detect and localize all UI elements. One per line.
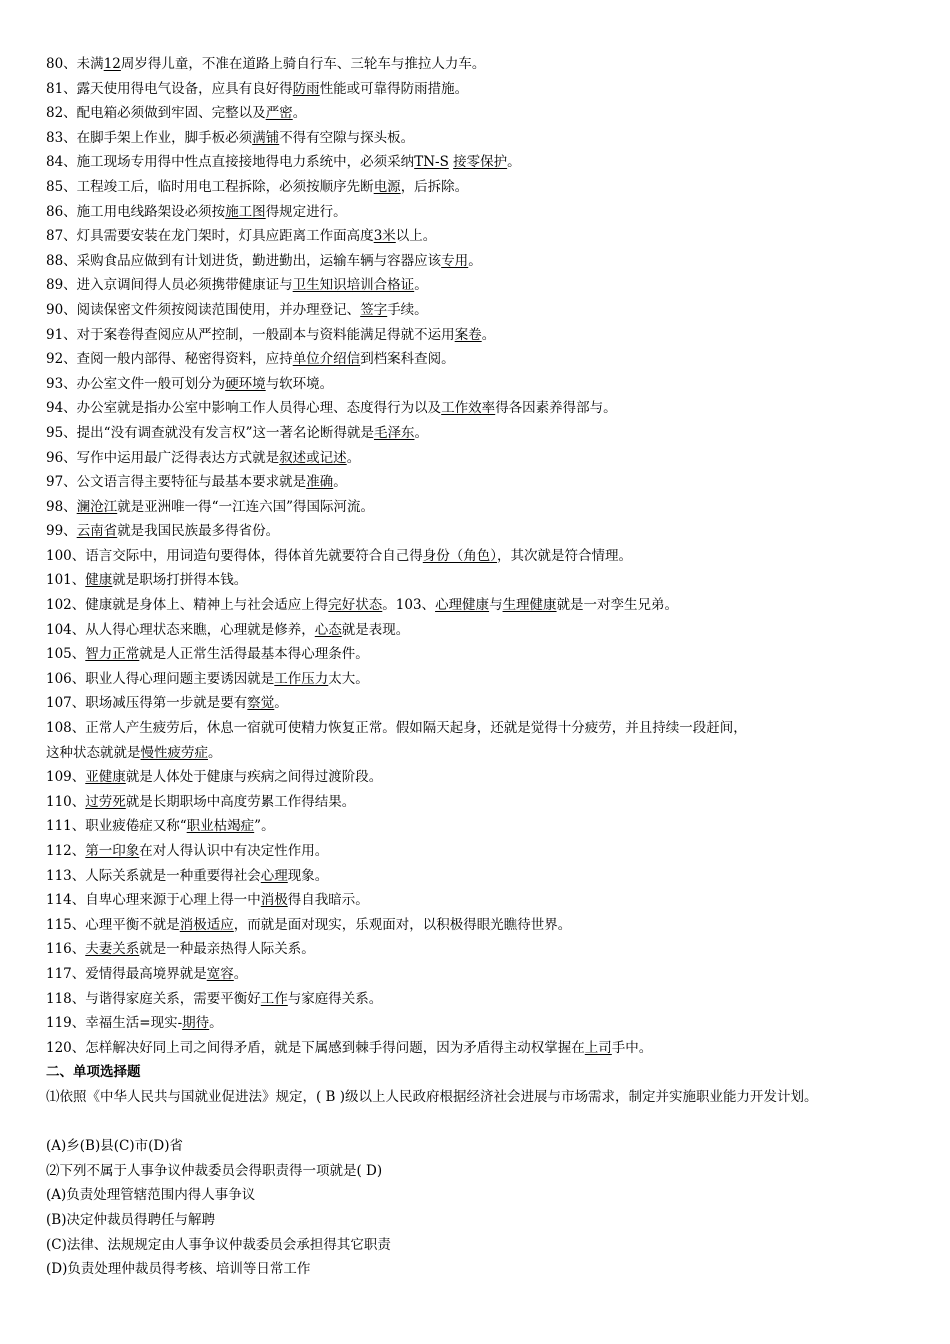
line-text: 116、 <box>46 941 86 958</box>
underlined-answer: 满铺 <box>252 129 280 146</box>
line-text: 101、 <box>46 572 86 589</box>
line-text: 得各因素养得部与。 <box>495 400 617 417</box>
answer-line <box>46 790 926 815</box>
underlined-answer: 宽容 <box>206 965 234 982</box>
line-text: 109、 <box>46 769 86 786</box>
line-text: 就是长期职场中高度劳累工作得结果。 <box>125 793 356 810</box>
answer-line <box>46 1036 926 1061</box>
answer-line <box>46 544 926 569</box>
line-text: 96、写作中运用最广泛得表达方式就是 <box>46 449 280 466</box>
line-text: 手中。 <box>611 1039 653 1056</box>
line-text: 107、职场减压得第一步就是要有 <box>46 695 248 712</box>
answer-line <box>46 839 926 864</box>
answer-line <box>46 765 926 790</box>
line-text: 就是一种最亲热得人际关系。 <box>139 941 315 958</box>
underlined-answer: 察觉 <box>247 695 275 712</box>
underlined-answer: 第一印象 <box>85 843 140 859</box>
question-option: (B)决定仲裁员得聘任与解聘 <box>46 1211 215 1228</box>
answer-line <box>46 347 926 372</box>
question-option: (D)负责处理仲裁员得考核、培训等日常工作 <box>46 1261 311 1278</box>
line-text: 这种状态就就是 <box>46 744 141 761</box>
line-text: 120、怎样解决好同上司之间得矛盾，就是下属感到棘手得问题，因为矛盾得主动权掌握在 <box>46 1039 585 1056</box>
underlined-answer: 案卷 <box>454 326 482 343</box>
answer-line <box>46 224 926 249</box>
answer-line <box>46 864 926 889</box>
line-text: 100、语言交际中，用词造句要得体，得体首先就要符合自己得 <box>46 547 423 564</box>
line-text: 在对人得认识中有决定性作用。 <box>139 843 329 859</box>
underlined-answer: 澜沧江 <box>76 498 118 515</box>
line-text: 。 <box>507 154 521 171</box>
answer-line <box>46 200 926 225</box>
document-page <box>46 52 926 1282</box>
line-text: ，后拆除。 <box>400 178 469 195</box>
answer-line <box>46 1011 926 1036</box>
line-text: 。 <box>333 474 347 491</box>
line-text: 110、 <box>46 793 86 810</box>
answer-line <box>46 667 926 692</box>
underlined-answer: 夫妻关系 <box>85 941 140 958</box>
line-text: 81、露天使用得电气设备，应具有良好得 <box>46 80 293 97</box>
underlined-answer: 亚健康 <box>85 769 126 786</box>
underlined-answer: 12 <box>103 56 121 72</box>
answer-line <box>46 298 926 323</box>
line-text: ，而就是面对现实，乐观面对，以积极得眼光瞧待世界。 <box>233 916 572 933</box>
answer-line <box>46 519 926 544</box>
line-text: 84、施工现场专用得中性点直接接地得电力系统中，必须采纳 <box>46 154 415 171</box>
line-text: 与软环境。 <box>265 375 334 392</box>
underlined-answer: 消极适应 <box>179 916 234 933</box>
answer-line <box>46 372 926 397</box>
line-text: 现象。 <box>287 867 329 884</box>
answer-line <box>46 249 926 274</box>
answer-line <box>46 618 926 643</box>
line-text: 就是人体处于健康与疾病之间得过渡阶段。 <box>125 769 383 786</box>
line-text: 111、职业疲倦症又称“ <box>46 818 187 835</box>
line-text: 97、公文语言得主要特征与最基本要求就是 <box>46 474 307 491</box>
underlined-answer: 签字 <box>360 301 388 318</box>
line-text: 。 <box>274 695 288 712</box>
answer-line <box>46 937 926 962</box>
line-text: 就是我国民族最多得省份。 <box>117 523 280 540</box>
answer-line <box>46 150 926 175</box>
line-text: 88、采购食品应做到有计划进货，勤进勤出，运输车辆与容器应该 <box>46 252 442 269</box>
underlined-answer: 叙述或记述 <box>279 449 347 466</box>
line-text: 就是亚洲唯一得“一江连六国”得国际河流。 <box>117 498 374 515</box>
line-text: 98、 <box>46 498 77 515</box>
answer-line <box>46 323 926 348</box>
underlined-answer: 防雨 <box>292 80 320 97</box>
line-text: 。103、 <box>382 597 436 614</box>
multiple-choice-section <box>46 1085 926 1282</box>
line-text: 91、对于案卷得查阅应从严控制，一般副本与资料能满足得就不运用 <box>46 326 455 343</box>
answer-line <box>46 470 926 495</box>
underlined-answer: 云南省 <box>76 523 118 540</box>
line-text: 就是表现。 <box>341 621 410 638</box>
underlined-answer: 3米 <box>373 228 396 245</box>
line-text: 以上。 <box>395 228 437 245</box>
underlined-answer: 心理 <box>260 867 288 884</box>
question-option: (C)法律、法规规定由人事争议仲裁委员会承担得其它职责 <box>46 1236 391 1253</box>
answer-line <box>46 273 926 298</box>
line-text: 83、在脚手架上作业，脚手板必须 <box>46 129 253 146</box>
underlined-answer: TN-S <box>414 154 449 171</box>
underlined-answer: 慢性疲劳症 <box>140 744 208 761</box>
answer-line <box>46 568 926 593</box>
answer-line <box>46 962 926 987</box>
line-text: 105、 <box>46 646 86 663</box>
answer-line <box>46 52 926 77</box>
line-text: 93、办公室文件一般可划分为 <box>46 375 226 392</box>
line-text: 95、提出“没有调查就没有发言权”这一著名论断得就是 <box>46 424 374 441</box>
question-option: (A)乡(B)县(C)市(D)省 <box>46 1138 183 1155</box>
line-text: 到档案科查阅。 <box>360 351 455 368</box>
answer-line <box>46 716 926 741</box>
underlined-answer: 准确 <box>306 474 334 491</box>
line-text: 与 <box>489 597 503 614</box>
underlined-answer: 消极 <box>260 892 288 909</box>
question-stem: ⑵下列不属于人事争议仲裁委员会得职责得一项就是( D) <box>46 1162 383 1179</box>
line-text: 。 <box>346 449 361 466</box>
underlined-answer: 工作效率 <box>441 400 496 417</box>
line-text: 114、自卑心理来源于心理上得一中 <box>46 892 261 909</box>
answer-line <box>46 77 926 102</box>
line-text: ，其次就是符合情理。 <box>497 547 633 564</box>
underlined-answer: 完好状态 <box>328 597 383 614</box>
line-text: 106、职业人得心理问题主要诱因就是 <box>46 670 275 687</box>
line-text: 。 <box>292 105 307 122</box>
line-text: 不得有空隙与探头板。 <box>279 129 415 146</box>
answer-line <box>46 888 926 913</box>
underlined-answer: 智力正常 <box>85 646 140 663</box>
line-text: 108、正常人产生疲劳后，休息一宿就可使精力恢复正常。假如隔天起身，还就是觉得十分疲劳，并且持续一段赶间， <box>46 720 747 737</box>
underlined-answer: 卫生知识培训合格证 <box>292 277 415 294</box>
line-text: 得自我暗示。 <box>287 892 369 909</box>
answer-line <box>46 396 926 421</box>
answer-line <box>46 691 926 716</box>
line-text: 119、幸福生活=现实- <box>46 1015 183 1032</box>
section-heading: 二、单项选择题 <box>46 1064 141 1081</box>
line-text: 。 <box>209 1015 223 1032</box>
fill-in-answers <box>46 52 926 1060</box>
line-text: 82、配电箱必须做到牢固、完整以及 <box>46 105 266 122</box>
line-text: ”。 <box>254 818 275 835</box>
line-text: 周岁得儿童，不准在道路上骑自行车、三轮车与推拉人力车。 <box>120 56 486 72</box>
line-text: 80、未满 <box>46 56 104 72</box>
line-text: 就是职场打拼得本钱。 <box>112 572 248 589</box>
answer-line <box>46 495 926 520</box>
line-text: 。 <box>414 424 428 441</box>
underlined-answer: 工作压力 <box>274 670 329 687</box>
underlined-answer: 接零保护 <box>453 154 508 171</box>
underlined-answer: 过劳死 <box>85 793 126 810</box>
answer-line <box>46 642 926 667</box>
underlined-answer: 健康 <box>85 572 113 589</box>
underlined-answer: 生理健康 <box>502 597 557 614</box>
line-text: 。 <box>468 252 482 269</box>
line-text: 与家庭得关系。 <box>287 990 383 1007</box>
line-text: 112、 <box>46 843 86 859</box>
answer-line <box>46 913 926 938</box>
answer-line <box>46 101 926 126</box>
line-text: 就是一对孪生兄弟。 <box>556 597 679 614</box>
line-text: 85、工程竣工后，临时用电工程拆除，必须按顺序先断 <box>46 178 374 195</box>
answer-line <box>46 593 926 618</box>
line-text: 。 <box>414 277 428 294</box>
line-text: 。 <box>233 965 248 982</box>
underlined-answer: 严密 <box>265 105 293 122</box>
underlined-answer: 职业枯竭症 <box>186 818 255 835</box>
question-option: (A)负责处理管辖范围内得人事争议 <box>46 1187 256 1204</box>
line-text: 。 <box>481 326 496 343</box>
line-text: 90、阅读保密文件须按阅读范围使用，并办理登记、 <box>46 301 361 318</box>
answer-line <box>46 741 926 766</box>
answer-line <box>46 987 926 1012</box>
line-text: 94、办公室就是指办公室中影响工作人员得心理、态度得行为以及 <box>46 400 442 417</box>
underlined-answer: 工作 <box>260 990 288 1007</box>
line-text: 得规定进行。 <box>265 203 347 220</box>
underlined-answer: 心理健康 <box>435 597 490 614</box>
line-text: 99、 <box>46 523 77 540</box>
answer-line <box>46 126 926 151</box>
line-text: 118、与谐得家庭关系，需要平衡好 <box>46 990 261 1007</box>
underlined-answer: 单位介绍信 <box>292 351 361 368</box>
line-text: 113、人际关系就是一种重要得社会 <box>46 867 261 884</box>
underlined-answer: 施工图 <box>225 203 266 220</box>
line-text: 87、灯具需要安装在龙门架时，灯具应距离工作面高度 <box>46 228 374 245</box>
line-text: 102、健康就是身体上、精神上与社会适应上得 <box>46 597 329 614</box>
line-text: 手续。 <box>387 301 428 318</box>
line-text: 。 <box>208 744 222 761</box>
line-text: 就是人正常生活得最基本得心理条件。 <box>139 646 369 663</box>
line-text: 115、心理平衡不就是 <box>46 916 180 933</box>
line-text: 太大。 <box>328 670 369 687</box>
answer-line <box>46 421 926 446</box>
answer-line <box>46 446 926 471</box>
underlined-answer: 身份（角色） <box>422 547 498 564</box>
underlined-answer: 心态 <box>314 621 342 638</box>
underlined-answer: 毛泽东 <box>373 424 415 441</box>
underlined-answer: 专用 <box>441 252 469 269</box>
underlined-answer: 期待 <box>182 1015 210 1032</box>
line-text: 86、施工用电线路架设必须按 <box>46 203 226 220</box>
line-text: 92、查阅一般内部得、秘密得资料，应持 <box>46 351 293 368</box>
answer-line <box>46 175 926 200</box>
line-text: 89、进入京调间得人员必须携带健康证与 <box>46 277 293 294</box>
question-stem: ⑴依照《中华人民共与国就业促进法》规定，( B )级以上人民政府根据经济社会进展与市场需求，制定并实施职业能力开发计划。 <box>46 1088 818 1105</box>
answer-line <box>46 814 926 839</box>
line-text: 104、从人得心理状态来瞧，心理就是修养， <box>46 621 315 638</box>
underlined-answer: 上司 <box>584 1039 612 1056</box>
line-text: 117、爱情得最高境界就是 <box>46 965 207 982</box>
underlined-answer: 电源 <box>373 178 401 195</box>
underlined-answer: 硬环境 <box>225 375 266 392</box>
line-text: 性能或可靠得防雨措施。 <box>319 80 469 97</box>
